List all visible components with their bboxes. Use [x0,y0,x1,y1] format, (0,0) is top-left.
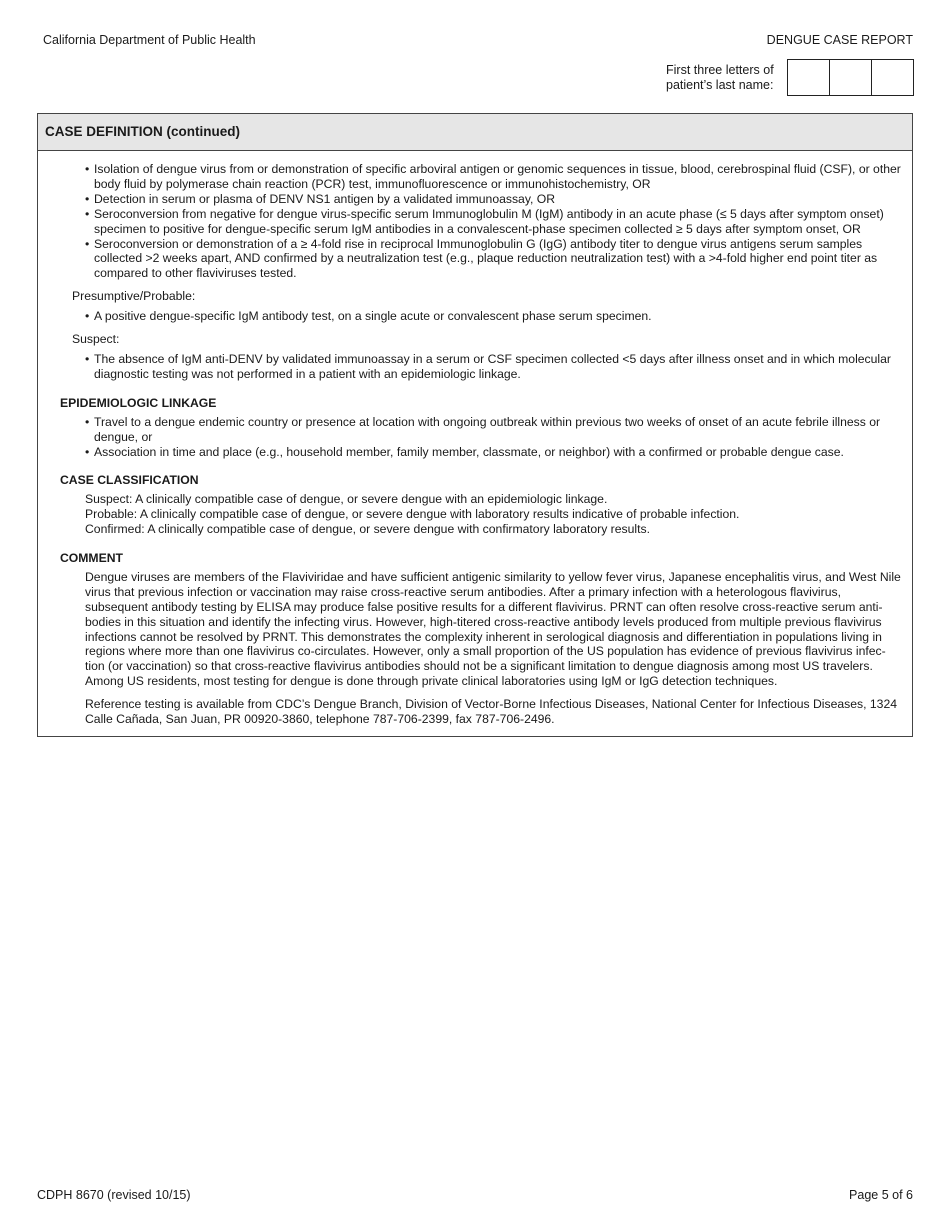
epi-linkage-list [38,415,906,460]
list-item: • Seroconversion or demonstration of a ≥ 4-fold rise in reciprocal Immunoglobulin G (IgG) antibody titer to dengue virus antigens serum samples collected >2 weeks apart, AND confirmed by a neutralization test (e.g., plaque reduction neutralization test) with a >4-fold higher end point titer as compared to other flaviviruses tested. [85,237,906,282]
comment-paragraph: Dengue viruses are members of the Flaviviridae and have sufficient antigenic similarity to yellow fever virus, Japanese encephalitis virus, and West Nile virus that previous infection or vaccination may raise cross-reactive serum antibodies. After a primary infection with a heterologous flavivirus, subsequent antibody testing by ELISA may produce false positive results for a different flavivirus. PRNT can often resolve cross-reactive serum anti-bodies in this situation and identify the infecting virus. However, high-titered cross-reactive antibody levels produced from multiple previous flavivirus infections cannot be resolved by PRNT. This demonstrates the complexity inherent in serological diagnosis and differentiation in populations living in regions where more than one flavivirus co-circulates. However, only a small proportion of the US population has evidence of previous flavivirus infec-tion (or vaccination) so that cross-reactive flavivirus antibodies should not be a significant limitation to dengue diagnosis among most US travelers. Among US residents, most testing for dengue is done through private clinical laboratories using IgM or IgG detection techniques. [85,569,901,689]
classification-probable: Probable: A clinically compatible case of dengue, or severe dengue with laboratory results indicative of probable infection. [85,507,740,522]
suspect-label: Suspect: [72,332,120,347]
classification-confirmed: Confirmed: A clinically compatible case of dengue, or severe dengue with confirmatory laboratory results. [85,522,650,537]
epi-linkage-heading: EPIDEMIOLOGIC LINKAGE [60,395,217,410]
list-item: • Seroconversion from negative for dengue virus-specific serum Immunoglobulin M (IgM) antibody in an acute phase (≤ 5 days after symptom onset) specimen to positive for dengue-specific serum IgM antibodies in a convalescent-phase specimen collected ≥ 5 days after symptom onset, OR [85,207,906,237]
case-definition-panel [37,113,913,737]
initial-box-1[interactable] [788,60,829,95]
list-item: • A positive dengue-specific IgM antibody test, on a single acute or convalescent phase serum specimen. [85,309,906,324]
suspect-list [38,352,906,382]
panel-content [38,151,912,727]
list-item: • Association in time and place (e.g., household member, family member, classmate, or neighbor) with a confirmed or probable dengue case. [85,445,906,460]
presumptive-label: Presumptive/Probable: [72,289,196,304]
list-item: • Travel to a dengue endemic country or presence at location with ongoing outbreak within previous two weeks of onset of an acute febrile illness or dengue, or [85,415,906,445]
header-org: California Department of Public Health [43,33,256,47]
initial-box-3[interactable] [871,60,913,95]
list-item: • The absence of IgM anti-DENV by validated immunoassay in a serum or CSF specimen collected <5 days after illness onset and in which molecular diagnostic testing was not performed in a patient with an epidemiologic linkage. [85,352,906,382]
presumptive-list [38,309,906,324]
report-title: DENGUE CASE REPORT [766,33,913,47]
comment-heading: COMMENT [60,551,123,566]
classification-suspect: Suspect: A clinically compatible case of dengue, or severe dengue with an epidemiologic linkage. [85,492,608,507]
initials-boxes [787,59,914,96]
initials-label: First three letters of patient’s last name: [666,63,774,92]
list-item: • Detection in serum or plasma of DENV NS1 antigen by a validated immunoassay, OR [85,192,906,207]
initial-box-2[interactable] [829,60,871,95]
case-classification-heading: CASE CLASSIFICATION [60,473,199,488]
form-id: CDPH 8670 (revised 10/15) [37,1188,191,1202]
section-title: CASE DEFINITION (continued) [38,114,912,151]
confirmed-criteria-list [38,162,906,281]
page-number: Page 5 of 6 [849,1188,913,1202]
list-item: • Isolation of dengue virus from or demonstration of specific arboviral antigen or genomic sequences in tissue, blood, cerebrospinal fluid (CSF), or other body fluid by polymerase chain reaction (PCR) test, immunofluorescence or immunohistochemistry, OR [85,162,906,192]
reference-paragraph: Reference testing is available from CDC’s Dengue Branch, Division of Vector-Borne Infectious Diseases, National Center for Infectious Diseases, 1324 Calle Cañada, San Juan, PR 00920-3860, telephone 787-706-2399, fax 787-706-2496. [85,697,897,727]
